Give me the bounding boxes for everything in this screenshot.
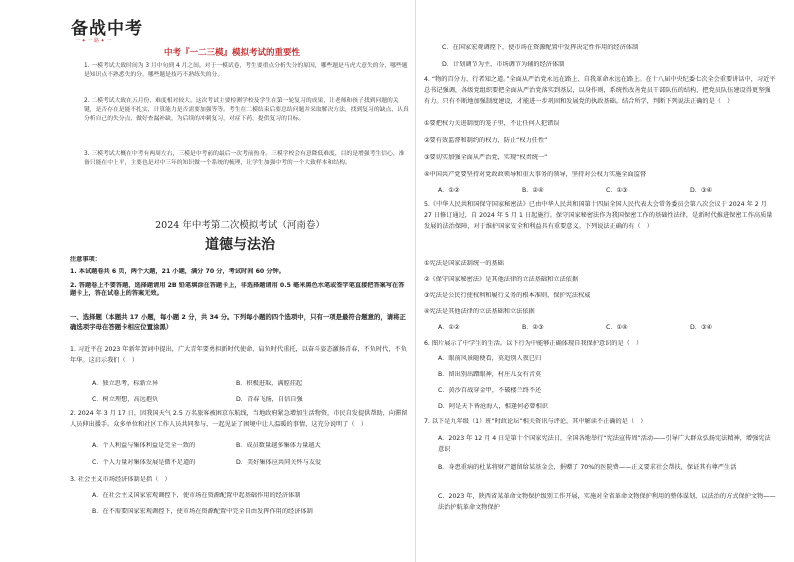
question-1-stem: 1. 习近平在 2023 年新年贺词中提出，广大青年要勇担新时代使命、肩负时代重托，以奋斗姿态激扬青春，不负时代，不负年华。这启示我们（ ） — [70, 346, 407, 364]
q2-option-b: B．成员数量越多集体力量越大 — [236, 442, 321, 449]
q4-option-b: B．②④ — [522, 187, 544, 194]
q5-item-4: ④宪法是其他法律的立法基础和立法依据 — [424, 308, 535, 315]
q4-item-1: ①要把权力关进制度的笼子里，不让任何人犯错误 — [424, 120, 560, 127]
column-divider — [415, 0, 416, 562]
subject-title: 道德与法治 — [205, 237, 275, 253]
q3-option-a: A．在社会主义国家宏观调控下，使市场在资源配置中起基础作用的经济体制 — [92, 492, 301, 499]
q7-option-c: C．2023 年，陕西省某革命文物保护级别工作开展，实施对全省革命文物保护利用的整体谋划，以法治的方式保护文物——法治护航革命文物保护 — [438, 493, 776, 511]
q1-option-d: D．青春飞扬，自信自强 — [236, 396, 303, 403]
q2-option-d: D．美好集体应共同关怀与友爱 — [236, 459, 322, 466]
note-2: 2. 答题卷上不要答题，选择题请用 2B 铅笔填涂在答题卡上，非选择题请用 0.5 毫米黑色水笔或签字笔直接把答案写在答题卡上，答在试卷上的答案无效。 — [70, 282, 405, 297]
q4-option-d: D．③④ — [690, 187, 713, 194]
q5-option-a: A．①② — [438, 324, 460, 331]
intro-paragraph-1: 1. 一模考试大致时间为 3 月中旬到 4 月之间。对于一模试卷，考生要重点分析失分的原因，哪些题是马虎大意失的分，哪些题是知识点不熟悉失的分，哪些题是技巧不熟练失的分。 — [84, 63, 408, 78]
q5-option-b: B．②③ — [522, 324, 544, 331]
q5-item-1: ①宪法是国家法制统一的基础 — [424, 260, 504, 267]
question-3-stem: 3. 社会主义市场经济体制是指（ ） — [70, 476, 171, 483]
q1-option-a: A．独立思考，标新立异 — [92, 380, 159, 387]
banner-heading: 中考『一二三模』模拟考试的重要性 — [164, 48, 301, 58]
q4-item-4: ④中国共产党要坚持对党政政领导和重大事务的领导，坚持对公权力实施全面监督 — [424, 171, 647, 178]
notes-heading: 注意事项： — [70, 256, 101, 263]
q6-option-c: C．黄沙百战穿金甲，不破楼兰终不还 — [438, 387, 542, 394]
q6-option-a: A．眼前风景随便看，莫追别人夜已归 — [438, 355, 542, 362]
q7-option-a: A．2023 年 12 月 4 日是第十个国家宪法日，全国各地举行“宪法宣传周”活动——引导广大群众弘扬宪法精神，增强宪法意识 — [438, 435, 771, 453]
q5-option-c: C．①④ — [606, 324, 628, 331]
exam-title: 2024 年中考第二次模拟考试（河南卷） — [155, 220, 325, 231]
question-4-stem: 4. “物的百分力，行者知之道。”全面从严治党永远在路上、自我革命永远在路上。在十八届中央纪委七次全会重要讲话中，习近平总书记强调，各级党组织要把全面从严治党落实到基层，以身作则，系统性改善党员干部队伍的结构，把党员队伍建设得更坚强有力。只有不断地加强制度建设，才能进一步巩固和发展党的执政基础。结合所学，判断下列说法正确的是（ ） — [424, 76, 776, 105]
intro-paragraph-2: 2. 二模考试大致在五月份，难度相对较大。这次考试主要检测学校及学生在第一轮复习的成果，让老师和孩子找到问题的关键，是否存在是能不扎实，计算能力是否需要加强等等。考生在二模结束后要总结问题并采取解决方法，找到复习的缺点、认真分析自己的失分点，做好查漏补缺，为后续的冲刺复习，对症下药，提供复习的目标。 — [84, 98, 409, 122]
q5-item-3: ③宪法是公民行使权利和履行义务的根本准则，保护宪法权威 — [424, 292, 591, 299]
q1-option-c: C．树立理想，高远抱负 — [92, 396, 159, 403]
q5-item-2: ②《保守国家秘密法》是其他法律的立法基础和立法依据 — [424, 276, 579, 283]
question-5-stem: 5.《中华人民共和国保守国家秘密法》已由中华人民共和国第十四届全国人民代表大会常务委员会第八次会议于 2024 年 2 月 27 日修订通过，自 2024 年 5 月 1 日起施行。保守国家秘密法作为我国保密工作的基础性法律，是新时代推进保密工作高质量发展的法治保障，对于维护国家安全和利益具有重要意义。下列说法正确的有（ ） — [424, 201, 773, 230]
q2-option-c: C．个人力量对集体发展是微不足道的 — [92, 459, 196, 466]
q5-option-d: D．③④ — [690, 324, 713, 331]
note-1: 1. 本试题卷共 6 页，两个大题，21 小题，满分 70 分，考试时间 60 分钟。 — [70, 268, 285, 275]
q4-option-a: A．①② — [438, 187, 460, 194]
q6-option-b: B．留出别出蹭眼神，村庄儿女有音莫 — [438, 371, 542, 378]
logo-text: 备战中考 — [71, 19, 143, 39]
intro-paragraph-3: 3. 三模考试大概在中考有两周左右，三模是中考前的最后一次考前热身。三模学校会有意降低难度，目的是增强考生信心，准备只能在中上平，主要也是对中三年的知识做一个系统的梳理，让学生加强中考的一个大致样本和结构。 — [84, 151, 405, 166]
q4-item-2: ②要有效监督和制约的权力，防止“权力任性” — [424, 137, 548, 144]
question-7-stem: 7. 以下是九年级（1）班“时政论坛”相关资讯与评论，其中解读不正确的是（ ） — [424, 418, 647, 425]
brand-logo — [71, 12, 149, 48]
q3-option-b: B．在不需要国家宏观调控下，使市场在资源配置中完全自由发挥作用的经济体制 — [92, 508, 313, 515]
q1-option-b: B．积极进取，满腔挂起 — [236, 380, 303, 387]
logo-subtitle: 一 ✦ 一 路 ✦ 一 — [75, 38, 112, 44]
q4-item-3: ③要切实加强全面从严治党，实现“权责统一” — [424, 154, 548, 161]
q3-option-c: C．在国家宏观调控下，使市场在资源配置中发挥决定性作用的经济体制 — [442, 44, 639, 51]
q4-option-c: C．①③ — [606, 187, 628, 194]
q3-option-d: D．计划调节为主，市场调节为辅的经济体制 — [442, 61, 565, 68]
q2-option-a: A．个人利益与集体利益是完全一致的 — [92, 442, 196, 449]
q7-option-b: B．身患重病的杜某将财产遗留给某基金会，捐赠了 70%的医院费——正义要求社会帮扶，保证其有尊严生活 — [438, 464, 737, 471]
q6-option-d: D．阿是天下皆沧海人，相逢何必曾相识 — [438, 403, 548, 410]
question-6-stem: 6. 图片展示了中学生的生活。以下行为中能够正确体现自我保护意识的是（ ） — [424, 340, 643, 347]
section-1-heading: 一、选择题（本题共 17 小题，每小题 2 分，共 34 分。下列每小题的四个选项中，只有一项是最符合题意的，请将正确选项字母在答题卡相应位置涂黑） — [70, 313, 406, 331]
question-2-stem: 2. 2024 年 3 月 17 日，因我国天气 2.5 万名旅客被困京东航线，当地政府紧急增加生活物资，市民自发提供帮助，向滞留人员伸出援手。众多单位和社区工作人员共同参与，一起见证了困境中让人温暖的事情，这充分说明了（ ） — [70, 410, 408, 428]
